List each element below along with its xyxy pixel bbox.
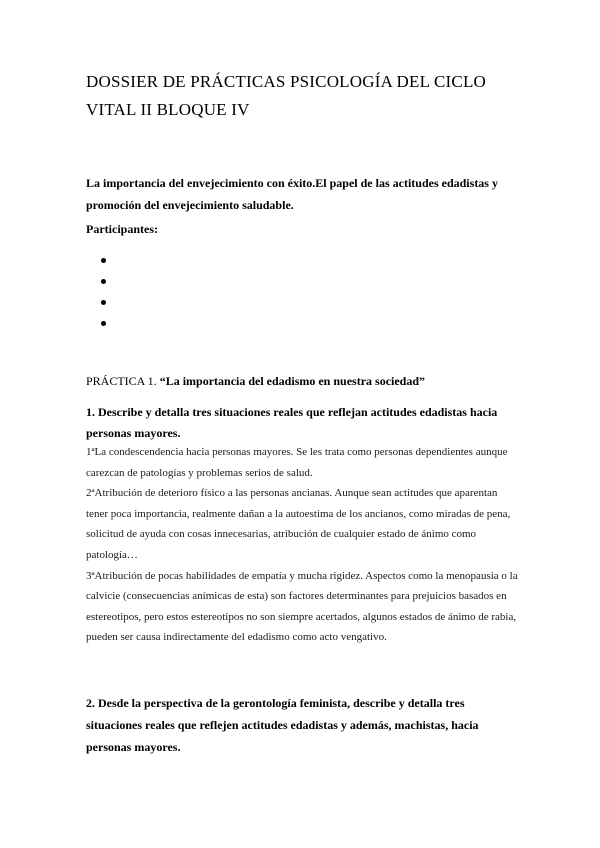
participants-label: Participantes: — [86, 222, 158, 236]
question-2: 2. Desde la perspectiva de la gerontología feminista, describe y detalla tres situaciones reales que reflejen actitudes edadistas y además, machistas, hacia personas mayores. — [86, 696, 479, 754]
practice-1-heading — [86, 373, 425, 389]
practice-1-title: “La importancia del edadismo en nuestra sociedad” — [159, 374, 426, 388]
bullet-icon — [101, 321, 106, 326]
practice-1-prefix: PRÁCTICA 1. — [86, 374, 157, 388]
answer-paragraph: 1ªLa condescendencia hacia personas mayores. Se les trata como personas dependientes aunque carezcan de patologías y problemas serios de salud. — [86, 446, 508, 479]
bullet-icon — [101, 300, 106, 305]
bullet-icon — [101, 258, 106, 263]
answer-paragraph: 3ªAtribución de pocas habilidades de empatía y mucha rigidez. Aspectos como la menopausia o la calvicie (consecuencias anímicas de esta) son factores determinantes para prejuicios basados en estereotipos, pero estos estereotipos no son siempre acertados, algunos estados de ánimo de rabia, pueden ser causa indirectamente del edadismo como acto vengativo. — [86, 569, 518, 644]
question-1: 1. Describe y detalla tres situaciones reales que reflejan actitudes edadistas hacia personas mayores. — [86, 405, 498, 440]
question-1-answers — [86, 442, 518, 648]
document-title: DOSSIER DE PRÁCTICAS PSICOLOGÍA DEL CICLO VITAL II BLOQUE IV — [86, 72, 487, 119]
answer-paragraph: 2ªAtribución de deterioro físico a las personas ancianas. Aunque sean actitudes que aparentan tener poca importancia, realmente dañan a la autoestima de los ancianos, como miradas de pena, solicitud de ayuda con cosas innecesarias, atribución de cualquier estado de ánimo como patología… — [86, 487, 511, 561]
document-subtitle: La importancia del envejecimiento con éxito.El papel de las actitudes edadistas y promoción del envejecimiento saludable. — [86, 176, 498, 212]
bullet-icon — [101, 279, 106, 284]
